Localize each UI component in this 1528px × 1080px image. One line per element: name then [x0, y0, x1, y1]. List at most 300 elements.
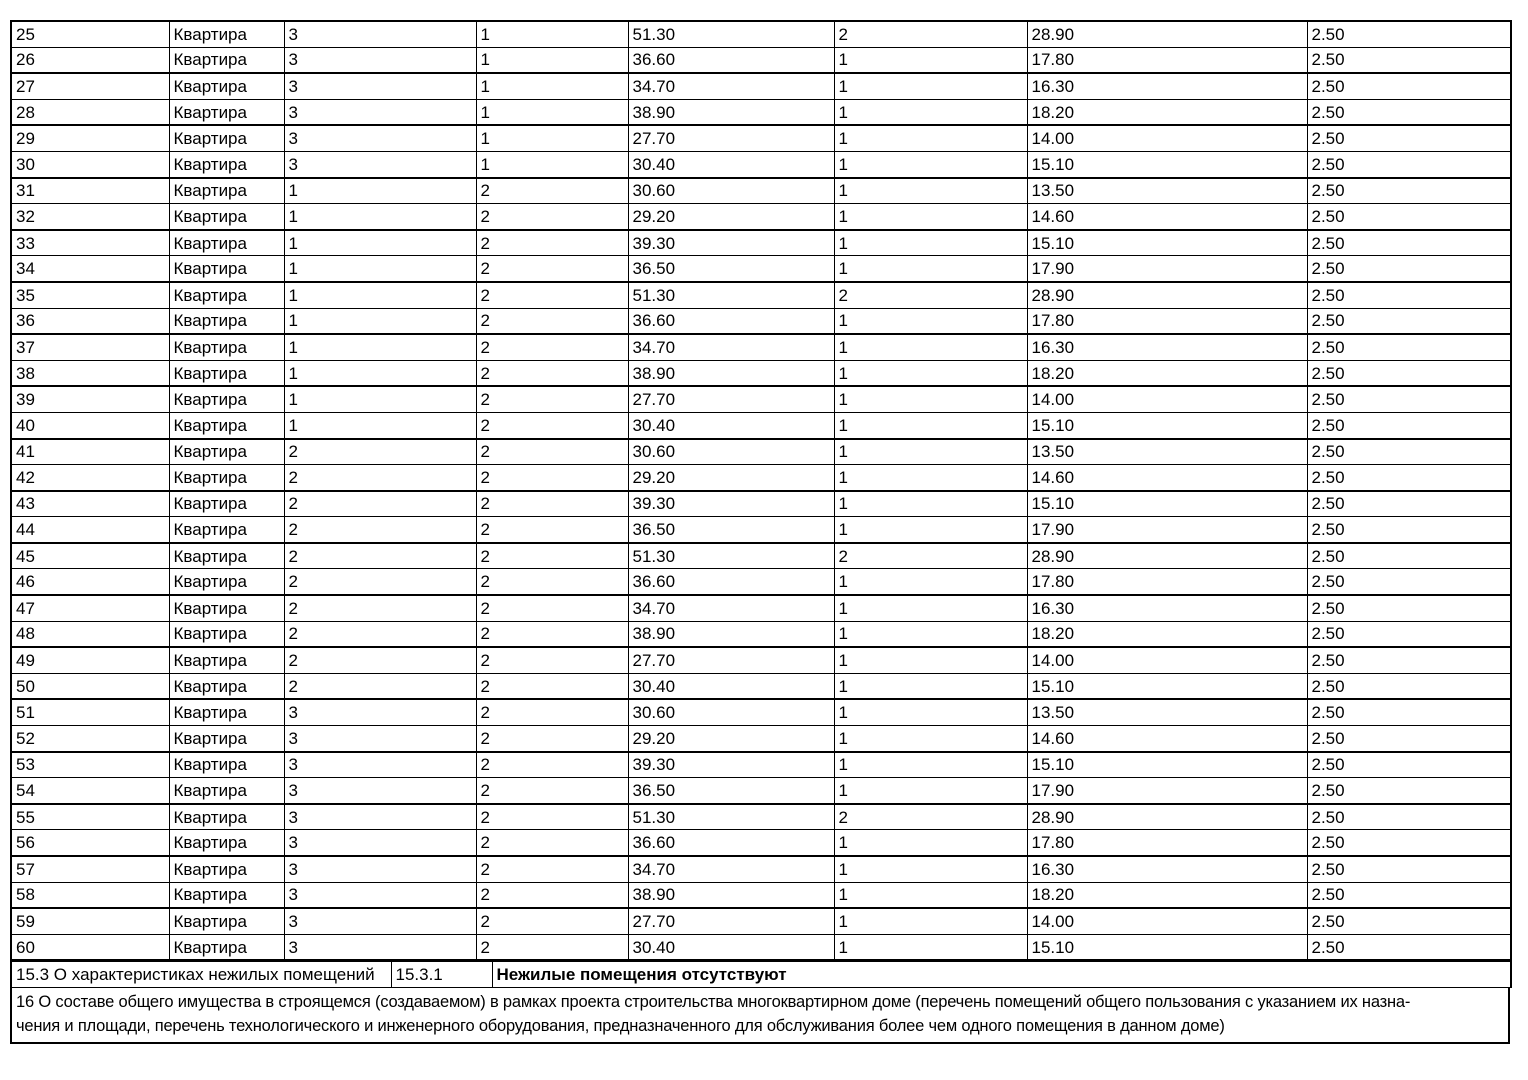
cell-type: Квартира	[169, 726, 284, 752]
cell-number: 56	[11, 830, 169, 856]
cell-ceiling-height: 2.50	[1307, 595, 1511, 621]
cell-section: 1	[284, 178, 476, 204]
cell-section: 2	[284, 491, 476, 517]
cell-number: 27	[11, 73, 169, 99]
cell-floor: 2	[476, 752, 628, 778]
cell-number: 41	[11, 439, 169, 465]
cell-ceiling-height: 2.50	[1307, 151, 1511, 177]
cell-total-area: 34.70	[628, 595, 834, 621]
cell-rooms: 1	[834, 569, 1027, 595]
cell-living-area: 17.90	[1027, 778, 1307, 804]
cell-type: Квартира	[169, 125, 284, 151]
cell-number: 42	[11, 465, 169, 491]
cell-rooms: 1	[834, 778, 1027, 804]
cell-number: 52	[11, 726, 169, 752]
cell-rooms: 1	[834, 752, 1027, 778]
cell-floor: 2	[476, 569, 628, 595]
cell-ceiling-height: 2.50	[1307, 517, 1511, 543]
cell-rooms: 1	[834, 465, 1027, 491]
cell-total-area: 36.60	[628, 569, 834, 595]
cell-rooms: 1	[834, 673, 1027, 699]
cell-total-area: 36.50	[628, 256, 834, 282]
section-16-block	[10, 988, 1510, 1044]
cell-floor: 2	[476, 386, 628, 412]
cell-total-area: 30.60	[628, 699, 834, 725]
cell-type: Квартира	[169, 752, 284, 778]
cell-living-area: 17.80	[1027, 47, 1307, 73]
cell-number: 54	[11, 778, 169, 804]
cell-total-area: 34.70	[628, 334, 834, 360]
cell-floor: 1	[476, 125, 628, 151]
table-row	[11, 699, 1511, 725]
cell-ceiling-height: 2.50	[1307, 47, 1511, 73]
cell-total-area: 34.70	[628, 73, 834, 99]
cell-ceiling-height: 2.50	[1307, 699, 1511, 725]
cell-rooms: 1	[834, 230, 1027, 256]
table-row	[11, 908, 1511, 934]
table-row	[11, 934, 1511, 960]
cell-living-area: 28.90	[1027, 282, 1307, 308]
cell-section: 3	[284, 151, 476, 177]
cell-floor: 2	[476, 726, 628, 752]
table-row	[11, 726, 1511, 752]
table-row	[11, 830, 1511, 856]
cell-section: 2	[284, 673, 476, 699]
cell-floor: 2	[476, 647, 628, 673]
cell-floor: 2	[476, 908, 628, 934]
cell-section: 3	[284, 73, 476, 99]
cell-number: 26	[11, 47, 169, 73]
cell-total-area: 38.90	[628, 621, 834, 647]
cell-living-area: 16.30	[1027, 73, 1307, 99]
cell-type: Квартира	[169, 386, 284, 412]
cell-section: 3	[284, 726, 476, 752]
cell-total-area: 27.70	[628, 647, 834, 673]
cell-rooms: 1	[834, 699, 1027, 725]
cell-total-area: 51.30	[628, 282, 834, 308]
cell-living-area: 28.90	[1027, 543, 1307, 569]
cell-living-area: 17.80	[1027, 308, 1307, 334]
cell-ceiling-height: 2.50	[1307, 308, 1511, 334]
cell-type: Квартира	[169, 151, 284, 177]
cell-type: Квартира	[169, 621, 284, 647]
cell-total-area: 39.30	[628, 230, 834, 256]
cell-ceiling-height: 2.50	[1307, 386, 1511, 412]
cell-ceiling-height: 2.50	[1307, 752, 1511, 778]
cell-living-area: 14.00	[1027, 386, 1307, 412]
cell-ceiling-height: 2.50	[1307, 256, 1511, 282]
cell-living-area: 16.30	[1027, 334, 1307, 360]
table-row	[11, 99, 1511, 125]
cell-type: Квартира	[169, 412, 284, 438]
cell-floor: 2	[476, 621, 628, 647]
cell-rooms: 1	[834, 308, 1027, 334]
cell-floor: 2	[476, 439, 628, 465]
cell-floor: 2	[476, 360, 628, 386]
cell-floor: 2	[476, 491, 628, 517]
cell-rooms: 1	[834, 204, 1027, 230]
cell-type: Квартира	[169, 882, 284, 908]
cell-number: 32	[11, 204, 169, 230]
cell-living-area: 14.60	[1027, 465, 1307, 491]
cell-number: 40	[11, 412, 169, 438]
cell-type: Квартира	[169, 778, 284, 804]
cell-ceiling-height: 2.50	[1307, 491, 1511, 517]
cell-section: 3	[284, 752, 476, 778]
cell-floor: 2	[476, 412, 628, 438]
table-row	[11, 308, 1511, 334]
cell-total-area: 38.90	[628, 360, 834, 386]
table-row	[11, 125, 1511, 151]
cell-rooms: 1	[834, 256, 1027, 282]
cell-number: 31	[11, 178, 169, 204]
cell-ceiling-height: 2.50	[1307, 804, 1511, 830]
table-row	[11, 386, 1511, 412]
cell-number: 49	[11, 647, 169, 673]
cell-number: 57	[11, 856, 169, 882]
apartments-table	[10, 20, 1512, 961]
apartments-table-body	[11, 21, 1511, 960]
table-row	[11, 230, 1511, 256]
cell-total-area: 51.30	[628, 543, 834, 569]
table-row	[11, 491, 1511, 517]
cell-total-area: 29.20	[628, 465, 834, 491]
cell-ceiling-height: 2.50	[1307, 73, 1511, 99]
cell-type: Квартира	[169, 308, 284, 334]
cell-ceiling-height: 2.50	[1307, 830, 1511, 856]
cell-rooms: 1	[834, 412, 1027, 438]
cell-section: 1	[284, 308, 476, 334]
cell-floor: 2	[476, 204, 628, 230]
cell-ceiling-height: 2.50	[1307, 647, 1511, 673]
cell-rooms: 1	[834, 334, 1027, 360]
table-row	[11, 647, 1511, 673]
cell-total-area: 39.30	[628, 491, 834, 517]
cell-section: 1	[284, 230, 476, 256]
cell-type: Квартира	[169, 908, 284, 934]
cell-rooms: 1	[834, 439, 1027, 465]
cell-ceiling-height: 2.50	[1307, 412, 1511, 438]
cell-number: 38	[11, 360, 169, 386]
cell-floor: 2	[476, 308, 628, 334]
cell-type: Квартира	[169, 439, 284, 465]
cell-type: Квартира	[169, 99, 284, 125]
cell-type: Квартира	[169, 517, 284, 543]
table-row	[11, 256, 1511, 282]
cell-rooms: 2	[834, 282, 1027, 308]
cell-section: 3	[284, 21, 476, 47]
cell-type: Квартира	[169, 543, 284, 569]
cell-total-area: 27.70	[628, 908, 834, 934]
cell-ceiling-height: 2.50	[1307, 569, 1511, 595]
cell-floor: 2	[476, 256, 628, 282]
cell-section: 2	[284, 517, 476, 543]
table-row	[11, 21, 1511, 47]
cell-type: Квартира	[169, 856, 284, 882]
cell-living-area: 15.10	[1027, 673, 1307, 699]
cell-rooms: 1	[834, 73, 1027, 99]
cell-living-area: 18.20	[1027, 360, 1307, 386]
cell-number: 59	[11, 908, 169, 934]
cell-living-area: 16.30	[1027, 856, 1307, 882]
cell-number: 43	[11, 491, 169, 517]
cell-living-area: 17.80	[1027, 830, 1307, 856]
table-row	[11, 778, 1511, 804]
cell-type: Квартира	[169, 204, 284, 230]
cell-ceiling-height: 2.50	[1307, 125, 1511, 151]
cell-section: 3	[284, 934, 476, 960]
cell-floor: 1	[476, 151, 628, 177]
cell-rooms: 1	[834, 151, 1027, 177]
cell-total-area: 34.70	[628, 856, 834, 882]
cell-section: 1	[284, 204, 476, 230]
cell-floor: 2	[476, 465, 628, 491]
cell-rooms: 1	[834, 908, 1027, 934]
section-15-3-row	[10, 961, 1512, 988]
cell-section: 2	[284, 621, 476, 647]
cell-floor: 1	[476, 21, 628, 47]
cell-floor: 2	[476, 282, 628, 308]
cell-type: Квартира	[169, 334, 284, 360]
cell-living-area: 13.50	[1027, 699, 1307, 725]
cell-rooms: 1	[834, 856, 1027, 882]
cell-floor: 2	[476, 334, 628, 360]
cell-number: 28	[11, 99, 169, 125]
cell-total-area: 29.20	[628, 204, 834, 230]
cell-floor: 1	[476, 73, 628, 99]
cell-number: 30	[11, 151, 169, 177]
cell-ceiling-height: 2.50	[1307, 360, 1511, 386]
cell-rooms: 1	[834, 934, 1027, 960]
cell-number: 29	[11, 125, 169, 151]
table-row	[11, 804, 1511, 830]
cell-total-area: 36.60	[628, 308, 834, 334]
section-15-3-label: 15.3 О характеристиках нежилых помещений	[11, 962, 391, 988]
cell-ceiling-height: 2.50	[1307, 856, 1511, 882]
table-row	[11, 465, 1511, 491]
cell-section: 3	[284, 47, 476, 73]
cell-ceiling-height: 2.50	[1307, 726, 1511, 752]
cell-floor: 2	[476, 778, 628, 804]
cell-total-area: 36.60	[628, 47, 834, 73]
cell-type: Квартира	[169, 230, 284, 256]
cell-total-area: 36.50	[628, 517, 834, 543]
cell-type: Квартира	[169, 491, 284, 517]
cell-total-area: 30.40	[628, 151, 834, 177]
cell-number: 36	[11, 308, 169, 334]
cell-number: 60	[11, 934, 169, 960]
cell-total-area: 30.40	[628, 412, 834, 438]
table-row	[11, 151, 1511, 177]
section-16-text-line1: 16 О составе общего имущества в строящемся (создаваемом) в рамках проекта строительства многоквартирном доме (перечень помещений общего пользования с указанием их назна-	[16, 992, 1411, 1011]
cell-section: 2	[284, 465, 476, 491]
cell-ceiling-height: 2.50	[1307, 439, 1511, 465]
cell-floor: 2	[476, 699, 628, 725]
cell-rooms: 1	[834, 99, 1027, 125]
cell-section: 3	[284, 804, 476, 830]
table-row	[11, 47, 1511, 73]
cell-type: Квартира	[169, 569, 284, 595]
cell-ceiling-height: 2.50	[1307, 621, 1511, 647]
cell-section: 1	[284, 360, 476, 386]
cell-living-area: 17.80	[1027, 569, 1307, 595]
cell-type: Квартира	[169, 804, 284, 830]
cell-number: 25	[11, 21, 169, 47]
cell-ceiling-height: 2.50	[1307, 882, 1511, 908]
cell-floor: 2	[476, 595, 628, 621]
cell-ceiling-height: 2.50	[1307, 178, 1511, 204]
section-16-text-line2: чения и площади, перечень технологического и инженерного оборудования, предназначенного для обслуживания более чем одного помещения в данном доме)	[16, 1017, 1225, 1036]
cell-living-area: 28.90	[1027, 21, 1307, 47]
table-row	[11, 543, 1511, 569]
section-15-3-code: 15.3.1	[391, 962, 492, 988]
cell-ceiling-height: 2.50	[1307, 334, 1511, 360]
cell-total-area: 30.40	[628, 934, 834, 960]
cell-section: 3	[284, 125, 476, 151]
cell-floor: 2	[476, 830, 628, 856]
cell-section: 2	[284, 595, 476, 621]
declaration-document-page	[10, 20, 1510, 1044]
cell-section: 3	[284, 99, 476, 125]
cell-number: 58	[11, 882, 169, 908]
cell-type: Квартира	[169, 178, 284, 204]
cell-rooms: 2	[834, 804, 1027, 830]
cell-type: Квартира	[169, 73, 284, 99]
cell-type: Квартира	[169, 830, 284, 856]
cell-ceiling-height: 2.50	[1307, 99, 1511, 125]
cell-living-area: 28.90	[1027, 804, 1307, 830]
cell-ceiling-height: 2.50	[1307, 21, 1511, 47]
cell-section: 2	[284, 569, 476, 595]
cell-floor: 2	[476, 856, 628, 882]
section-15-3-value: Нежилые помещения отсутствуют	[492, 962, 1511, 988]
cell-living-area: 14.00	[1027, 908, 1307, 934]
cell-section: 3	[284, 856, 476, 882]
cell-rooms: 1	[834, 47, 1027, 73]
cell-total-area: 39.30	[628, 752, 834, 778]
table-row	[11, 962, 1511, 988]
cell-living-area: 17.90	[1027, 517, 1307, 543]
table-row	[11, 673, 1511, 699]
cell-number: 50	[11, 673, 169, 699]
cell-section: 3	[284, 882, 476, 908]
table-row	[11, 282, 1511, 308]
cell-rooms: 1	[834, 621, 1027, 647]
cell-type: Квартира	[169, 21, 284, 47]
cell-ceiling-height: 2.50	[1307, 543, 1511, 569]
cell-total-area: 51.30	[628, 21, 834, 47]
cell-living-area: 17.90	[1027, 256, 1307, 282]
cell-rooms: 2	[834, 543, 1027, 569]
cell-type: Квартира	[169, 465, 284, 491]
cell-number: 34	[11, 256, 169, 282]
table-row	[11, 73, 1511, 99]
cell-section: 3	[284, 908, 476, 934]
cell-rooms: 1	[834, 882, 1027, 908]
cell-total-area: 27.70	[628, 386, 834, 412]
cell-living-area: 15.10	[1027, 151, 1307, 177]
cell-number: 53	[11, 752, 169, 778]
cell-rooms: 1	[834, 726, 1027, 752]
cell-living-area: 14.00	[1027, 647, 1307, 673]
cell-number: 33	[11, 230, 169, 256]
cell-ceiling-height: 2.50	[1307, 934, 1511, 960]
cell-section: 1	[284, 334, 476, 360]
cell-section: 1	[284, 282, 476, 308]
table-row	[11, 595, 1511, 621]
cell-total-area: 38.90	[628, 99, 834, 125]
cell-living-area: 15.10	[1027, 752, 1307, 778]
cell-section: 1	[284, 256, 476, 282]
cell-section: 3	[284, 778, 476, 804]
cell-living-area: 15.10	[1027, 934, 1307, 960]
cell-living-area: 14.60	[1027, 204, 1307, 230]
cell-living-area: 14.60	[1027, 726, 1307, 752]
cell-type: Квартира	[169, 256, 284, 282]
cell-rooms: 1	[834, 647, 1027, 673]
cell-total-area: 29.20	[628, 726, 834, 752]
cell-ceiling-height: 2.50	[1307, 673, 1511, 699]
cell-total-area: 30.60	[628, 178, 834, 204]
table-row	[11, 621, 1511, 647]
table-row	[11, 569, 1511, 595]
table-row	[11, 517, 1511, 543]
cell-floor: 2	[476, 517, 628, 543]
table-row	[11, 752, 1511, 778]
cell-rooms: 1	[834, 125, 1027, 151]
cell-rooms: 1	[834, 491, 1027, 517]
cell-type: Квартира	[169, 360, 284, 386]
cell-section: 1	[284, 412, 476, 438]
cell-floor: 2	[476, 673, 628, 699]
cell-living-area: 13.50	[1027, 178, 1307, 204]
cell-number: 55	[11, 804, 169, 830]
cell-number: 46	[11, 569, 169, 595]
cell-rooms: 1	[834, 360, 1027, 386]
cell-living-area: 15.10	[1027, 491, 1307, 517]
cell-number: 37	[11, 334, 169, 360]
cell-number: 44	[11, 517, 169, 543]
cell-number: 48	[11, 621, 169, 647]
table-row	[11, 334, 1511, 360]
cell-total-area: 36.50	[628, 778, 834, 804]
cell-rooms: 1	[834, 595, 1027, 621]
table-row	[11, 178, 1511, 204]
table-row	[11, 439, 1511, 465]
cell-type: Квартира	[169, 647, 284, 673]
cell-living-area: 13.50	[1027, 439, 1307, 465]
cell-floor: 2	[476, 543, 628, 569]
cell-section: 3	[284, 699, 476, 725]
cell-ceiling-height: 2.50	[1307, 908, 1511, 934]
cell-rooms: 1	[834, 386, 1027, 412]
cell-number: 51	[11, 699, 169, 725]
cell-living-area: 18.20	[1027, 621, 1307, 647]
cell-total-area: 51.30	[628, 804, 834, 830]
table-row	[11, 360, 1511, 386]
cell-ceiling-height: 2.50	[1307, 230, 1511, 256]
cell-rooms: 1	[834, 830, 1027, 856]
cell-number: 35	[11, 282, 169, 308]
cell-living-area: 15.10	[1027, 412, 1307, 438]
cell-type: Квартира	[169, 699, 284, 725]
cell-total-area: 36.60	[628, 830, 834, 856]
cell-rooms: 2	[834, 21, 1027, 47]
cell-floor: 2	[476, 178, 628, 204]
cell-ceiling-height: 2.50	[1307, 465, 1511, 491]
cell-living-area: 14.00	[1027, 125, 1307, 151]
cell-section: 1	[284, 386, 476, 412]
